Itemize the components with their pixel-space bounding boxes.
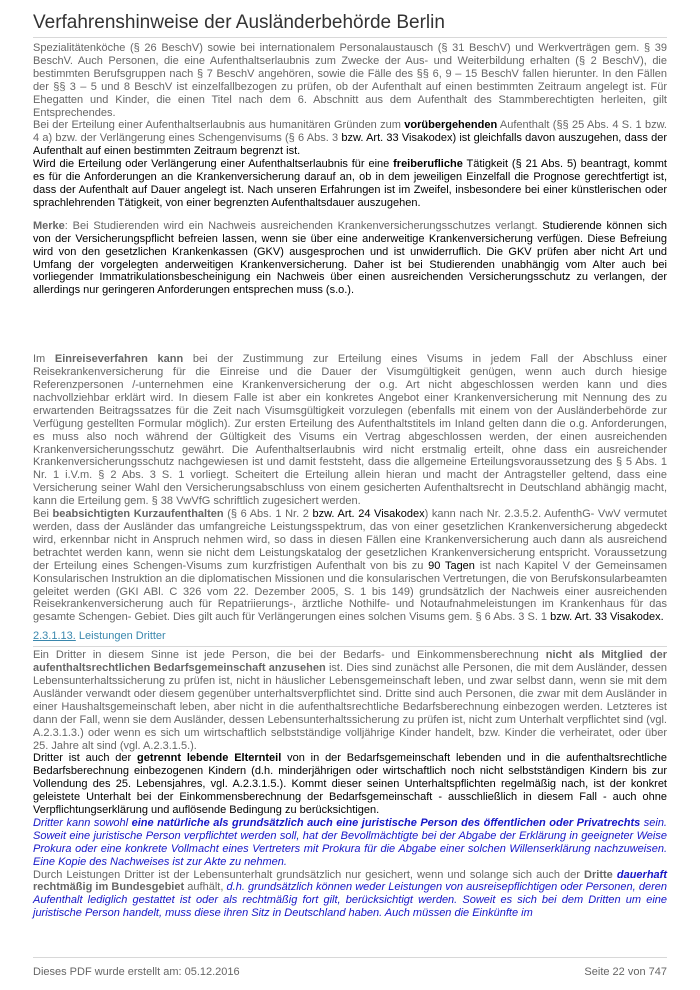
footer-divider <box>33 957 667 958</box>
paragraph-third-party-residence: Durch Leistungen Dritter ist der Lebensunterhalt grundsätzlich nur gesichert, wenn und solange sich auch der Dritte dauerhaft rechtmäßig im Bundesgebiet aufhält, d.h. grundsätzlich können weder Leistungen von ausreisepflichtigen oder Personen, deren Aufenthalt lediglich gestattet ist oder als rechtmäßig fort gilt, berücksichtigt werden. Soweit es sich bei dem Dritten um eine juristische Person handelt, muss diese ihren Sitz in Deutschland haben. Auch müssen die Einkünfte im <box>33 868 667 920</box>
paragraph-freelance: Wird die Erteilung oder Verlängerung einer Aufenthaltserlaubnis für eine freiberufliche Tätigkeit (§ 21 Abs. 5) beantragt, kommt es für die Anforderungen an die Krankenversicherung darauf an, ob in dem jeweiligen Einzelfall die Prognose gerechtfertigt ist, dass der Aufenthalt auf Dauer angelegt ist. Nach unseren Erfahrungen ist im Zweifel, insbesondere bei einer künstlerischen oder sprachlehrenden Tätigkeit, von einer begrenzten Aufenthaltsdauer auszugehen. <box>33 158 667 209</box>
paragraph-merke-students: Merke: Bei Studierenden wird ein Nachweis ausreichenden Krankenversicherungsschutzes verlangt. Studierende können sich von der Versicherungspflicht befreien lassen, wenn sie über eine anderweitige Krankenversicherung verfügen. Diese Befreiung wird von den gesetzlichen Krankenkassen (GKV) ausgesprochen und ist unwiderruflich. Die GKV prüfen aber nicht Art und Umfang der vorgelegten anderweitigen Krankenversicherung. Daher ist bei Studierenden unabhängig vom Alter auch bei vorliegender Immatrikulationsbescheinigung ein Nachweis über einen ausreichenden Versicherungsschutz zu verlangen, der allerdings nur geringeren Anforderungen entsprechen muss (s.o.). <box>33 219 667 297</box>
paragraph-entry-procedure: Im Einreiseverfahren kann bei der Zustimmung zur Erteilung eines Visums in jedem Fall der Abschluss einer Reisekrankenversicherung für die Einreise und die Dauer der Visumgültigkeit genügen, wenn auch durch hiesige Referenzpersonen /-unternehmen eine Krankenversicherung der o.g. Art nicht abgeschlossen werden kann und dies nachvollziehbar erklärt wird. In diesem Falle ist aber ein konkretes Angebot einer Krankenversicherung mit Nennung des zu erwartenden Beitragssatzes für die Zeit nach Visumsgültigkeit vorzulegen (ebenfalls mit einem von der Ausländerbehörde zur Verfügung gestellten Formular möglich). Zur ersten Erteilung des Aufenthaltstitels im Inland gelten dann die o.g. Anforderungen, es muss also noch während der Gültigkeit des Visums ein Vertrag abgeschlossen werden, der einen ausreichenden Krankenversicherungsschutz gewährt. Die Aufenthaltserlaubnis wird nicht erstmalig erteilt, ohne dass ein ausreichender Krankenversicherungsschutz nachgewiesen ist und damit feststeht, dass die allgemeine Erteilungsvoraussetzung des § 5 Abs. 1 Nr. 1 i.V.m. § 2 Abs. 3 S. 1 vorliegt. Scheitert die Erteilung allein hieran und macht der Antragsteller geltend, dass eine Versicherung seiner Wahl den Versicherungsabschluss von einem gesicherten Aufenthaltsrecht in Deutschland abhängig macht, kann die Erteilung gem. § 38 VwVfG schriftlich zugesichert werden. <box>33 353 668 508</box>
paragraph-third-party-definition: Ein Dritter in diesem Sinne ist jede Person, die bei der Bedarfs- und Einkommensberechnung nicht als Mitglied der aufenthaltsrechtlichen Bedarfsgemeinschaft anzusehen ist. Dies sind zunächst alle Personen, die mit dem Ausländer, dessen Lebensunterhaltssicherung zu prüfen ist, nicht in häuslicher Lebensgemeinschaft leben, und zwar selbst dann, wenn sie mit dem Ausländer verwandt oder diesem gegenüber unterhaltsverpflichtet sind. Dritte sind auch Personen, die zwar mit dem Ausländer in einer Haushaltsgemeinschaft leben, aber nicht in die aufenthaltsrechtliche Bedarfsberechnung einbezogen werden. Letzteres ist dann der Fall, wenn sie dem Ausländer, dessen Lebensunterhaltssicherung zu prüfen ist, nicht zum Unterhalt verpflichtet sind (vgl. A.2.3.1.3.) oder wenn es sich um wirtschaftlich selbstständige volljährige Kinder handelt, bzw. Kinder die verheiratet, oder über 25. Jahre alt sind (vgl. A.2.3.1.5.). <box>33 649 668 752</box>
header-divider <box>33 37 667 38</box>
paragraph-humanitarian: Bei der Erteilung einer Aufenthaltserlaubnis aus humanitären Gründen zum vorübergehenden Aufenthalt (§§ 25 Abs. 4 S. 1 bzw. 4 a) bzw. der Verlängerung eines Schengenvisums (§ 6 Abs. 3 bzw. Art. 33 Visakodex) ist gleichfalls davon auszugehen, dass der Aufenthalt auf einen bestimmten Zeitraum begrenzt ist. <box>33 119 667 158</box>
section-number-link[interactable]: 2.3.1.13. <box>33 630 76 643</box>
section-divider <box>33 646 667 647</box>
paragraph-beschv: Spezialitätenköche (§ 26 BeschV) sowie bei internationalem Personalaustausch (§ 31 BeschV) und Werkverträgen gem. § 39 BeschV. Auch Personen, die eine Aufenthaltserlaubnis zum Zwecke der Aus- und Weiterbildung erhalten (§ 2 BeschV), die bestimmten Berufsgruppen nach § 7 BeschV angehören, sowie die Fälle des §§ 6, 9 – 15 BeschV fallen hierunter. In den Fällen der §§ 3 – 5 und 8 BeschV ist einzelfallbezogen zu prüfen, ob der Aufenthalt auf einen bestimmten Zeitraum angelegt ist. Für Ehegatten und Kinder, die einen Titel nach dem 6. Abschnitt aus dem Aufenthalt des Stammberechtigten herleiten, gilt Entsprechendes. <box>33 42 667 119</box>
paragraph-short-stays: Bei beabsichtigten Kurzaufenthalten (§ 6 Abs. 1 Nr. 2 bzw. Art. 24 Visakodex) kann nach Nr. 2.3.5.2. AufenthG- VwV vermutet werden, dass der Ausländer das umfangreiche Leistungsspektrum, das von einer gesetzlichen Krankenversicherung abgedeckt wird, erkennbar nicht in Anspruch nehmen wird, so dass in diesen Fällen eine Krankenversicherung auch dann als ausreichend betrachtet werden kann, wenn sie nicht dem Leistungskatalog der gesetzlichen Krankenversicherung entspricht. Voraussetzung der Erteilung eines Schengen-Visums zum kurzfristigen Aufenthalt von bis zu 90 Tagen ist nach Kapitel V der Gemeinsamen Konsularischen Instruktion an die diplomatischen Missionen und die konsularischen Vertretungen, die von Berufskonsularbeamten geleitet werden (GKI ABl. C 326 vom 22. Dezember 2005, S. 1 bis 149) grundsätzlich der Nachweis einer ausreichenden Reisekrankenversicherung auch für Repatriierungs-, ärztliche Nothilfe- und Notaufnahmeleistungen im Krankenhaus für das gesamte Schengen- Gebiet. Dies gilt auch für Verlängerungen eines solchen Visums gem. § 6 Abs. 3 S. 1 bzw. Art. 33 Visakodex. <box>33 508 667 624</box>
document-body <box>33 42 667 920</box>
section-heading-leistungen-dritter: 2.3.1.13. Leistungen Dritter <box>33 630 166 643</box>
page-header-title: Verfahrenshinweise der Ausländerbehörde Berlin <box>33 12 445 33</box>
paragraph-separated-parent: Dritter ist auch der getrennt lebende Elternteil von in der Bedarfsgemeinschaft lebenden und in die aufenthaltsrechtliche Bedarfsberechnung einbezogenen Kindern (d.h. minderjährigen oder wirtschaftlich noch nicht selbstständigen Kindern bis zur Vollendung des 25. Lebensjahres, vgl. A.2.3.1.5.). Kommt dieser seinen Unterhaltspflichten regelmäßig nach, ist der konkret geleistete Unterhalt bei der Einkommensberechnung der Bedarfsgemeinschaft - ausschließlich in diesem Fall - auch ohne Verpflichtungserklärung und auflösende Bedingung zu berücksichtigen. <box>33 752 668 817</box>
footer-page-number: Seite 22 von 747 <box>584 966 667 978</box>
paragraph-natural-legal-person: Dritter kann sowohl eine natürliche als grundsätzlich auch eine juristische Person des öffentlichen oder Privatrechts sein. Soweit eine juristische Person verpflichtet werden soll, hat der Bevollmächtigte bei der Abgabe der Erklärung in geeigneter Weise Prokura oder eine konkrete Vollmacht eines Vertreters mit Prokura für die Abgabe einer solchen Willenserklärung nachzuweisen. Eine Kopie des Nachweises ist zur Akte zu nehmen. <box>33 816 667 868</box>
footer-created-date: Dieses PDF wurde erstellt am: 05.12.2016 <box>33 966 240 978</box>
